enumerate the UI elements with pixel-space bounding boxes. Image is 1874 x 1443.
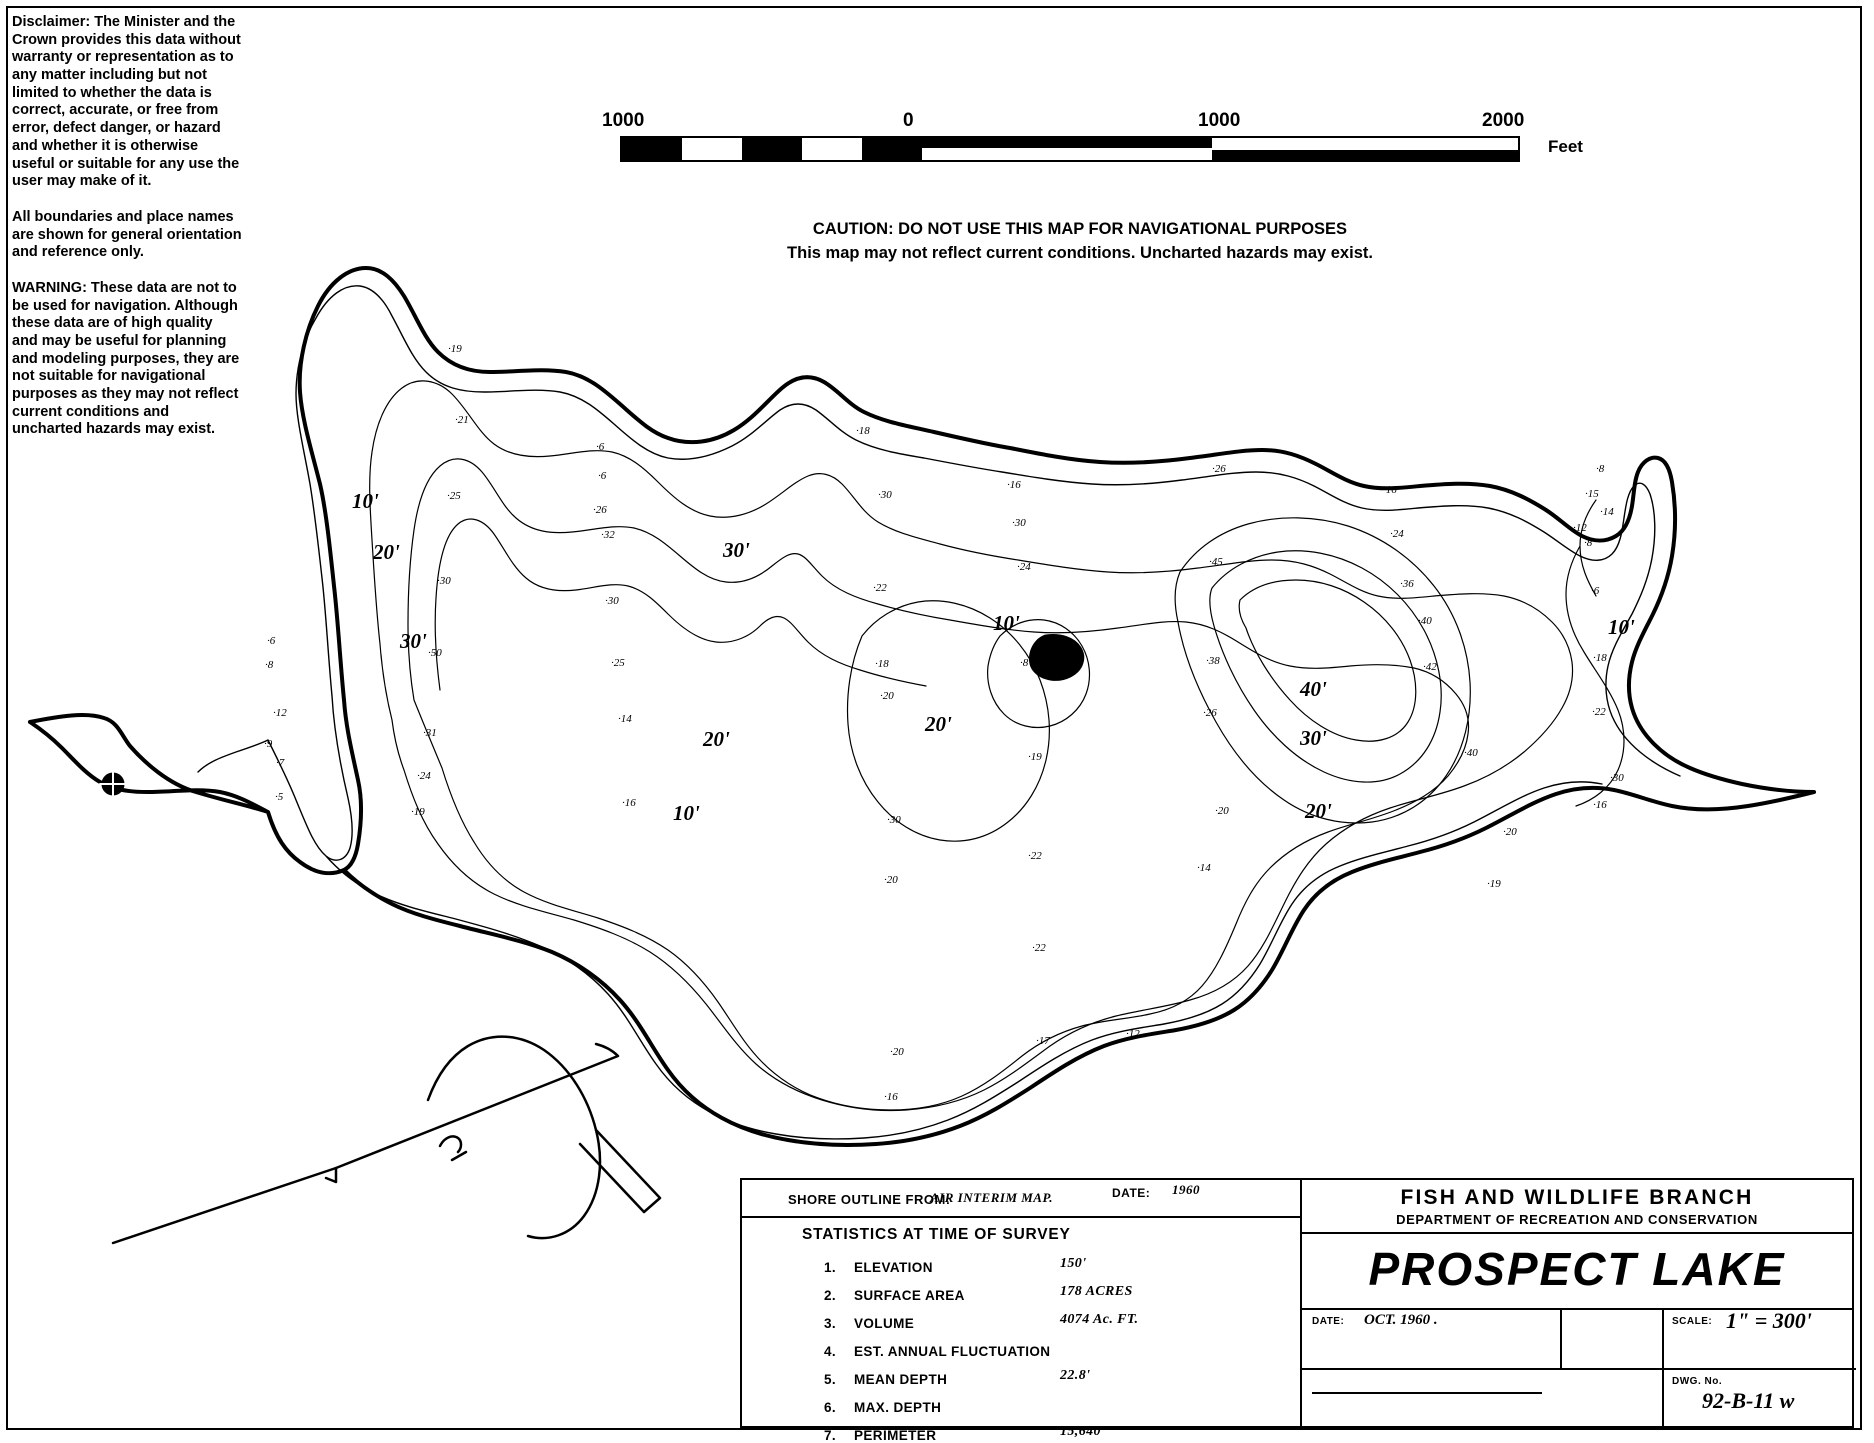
sounding-depth: ·8 [265, 659, 274, 671]
sounding-depth: ·9 [264, 738, 273, 750]
stat-label: MAX. DEPTH [854, 1400, 942, 1415]
contour-label: 10' [673, 801, 700, 825]
sounding-depth: ·26 [593, 504, 607, 516]
sounding-depth: ·24 [1390, 528, 1404, 540]
shoreline-path [30, 268, 1814, 1145]
contour-label: 30' [1300, 726, 1327, 750]
sounding-depth: ·40 [1418, 615, 1432, 627]
sounding-depth: ·31 [423, 727, 437, 739]
stat-number: 7. [824, 1428, 837, 1443]
sounding-depth: ·14 [618, 713, 632, 725]
sounding-depth: ·45 [1209, 556, 1223, 568]
stat-label: SURFACE AREA [854, 1288, 965, 1303]
scale-tick-label-1: 0 [903, 110, 914, 131]
shore-outline-label: SHORE OUTLINE FROM: [788, 1192, 951, 1207]
scale-units-label: Feet [1548, 137, 1583, 156]
scale-tick-label-0: 1000 [602, 110, 645, 131]
contour-label: 20' [925, 712, 952, 736]
contour-label: 20' [1305, 799, 1332, 823]
stat-label: VOLUME [854, 1316, 915, 1331]
stat-number: 4. [824, 1344, 837, 1359]
sounding-depth: ·8 [1020, 657, 1029, 669]
contour-east-45 [1239, 580, 1416, 741]
agency-department: DEPARTMENT OF RECREATION AND CONSERVATION [1396, 1212, 1758, 1227]
sounding-depth: ·6 [267, 635, 276, 647]
contour-label: 10' [1608, 615, 1635, 639]
shore-outline-value: AIR INTERIM MAP. [930, 1190, 1053, 1205]
contour-label: 20' [703, 727, 730, 751]
sounding-depth: ·12 [1573, 522, 1587, 534]
compass-marker [100, 766, 126, 804]
drawing-number-label: DWG. No. [1672, 1376, 1723, 1387]
lake-name-title: PROSPECT LAKE [1368, 1243, 1786, 1295]
shore-outline-row [742, 1180, 1300, 1218]
stat-number: 6. [824, 1400, 837, 1415]
contour-label: 30' [723, 538, 750, 562]
contour-label: 10' [352, 489, 379, 513]
sounding-depth: ·21 [455, 414, 469, 426]
sounding-depth: ·8 [1596, 463, 1605, 475]
sounding-depth: ·5 [275, 791, 284, 803]
sounding-depth: ·20 [880, 690, 894, 702]
stat-value: 4074 Ac. FT. [1060, 1312, 1139, 1327]
sounding-depth: ·6 [598, 470, 607, 482]
divider [1662, 1368, 1856, 1370]
sounding-depth: ·38 [1206, 655, 1220, 667]
sounding-depth: ·6 [1591, 585, 1600, 597]
survey-statistics-panel [742, 1180, 1302, 1443]
sounding-depth: ·16 [884, 1091, 898, 1103]
sounding-depth: ·30 [887, 814, 901, 826]
sounding-depth: ·19 [1028, 751, 1042, 763]
sounding-depth: ·14 [1600, 506, 1614, 518]
statistics-heading: STATISTICS AT TIME OF SURVEY [802, 1226, 1071, 1243]
sounding-depth: ·24 [1017, 561, 1031, 573]
contour-30ft-west [408, 459, 1469, 1110]
sounding-depth: ·26 [1203, 707, 1217, 719]
sounding-depth: ·18 [856, 425, 870, 437]
contour-label: 40' [1300, 677, 1327, 701]
drawing-date-label: DATE: [1312, 1316, 1345, 1327]
scale-tick-label-3: 2000 [1482, 110, 1525, 131]
disclaimer-paragraph-2: All boundaries and place names are shown for general orientation and reference only. [12, 208, 242, 261]
agency-panel [1302, 1180, 1852, 1426]
sounding-depth: ·18 [1593, 652, 1607, 664]
contour-label: 10' [993, 611, 1020, 635]
scale-label: SCALE: [1672, 1316, 1713, 1327]
sounding-depth: ·14 [1197, 862, 1211, 874]
sounding-depth: ·50 [428, 647, 442, 659]
caution-line-2: This map may not reflect current conditions. Uncharted hazards may exist. [787, 243, 1373, 262]
sounding-depth: ·30 [437, 575, 451, 587]
contour-label: 20' [373, 540, 400, 564]
stat-label: EST. ANNUAL FLUCTUATION [854, 1344, 1051, 1359]
sounding-depth: ·40 [1464, 747, 1478, 759]
stat-value: 22.8' [1060, 1368, 1091, 1383]
sounding-depth: ·6 [596, 441, 605, 453]
divider [1312, 1392, 1542, 1394]
sounding-depth: ·42 [1423, 661, 1437, 673]
stat-value: 15,640' [1060, 1424, 1106, 1439]
agency-branch: FISH AND WILDLIFE BRANCH [1400, 1186, 1754, 1209]
disclaimer-paragraph-3: WARNING: These data are not to be used for navigation. Although these data are of high quality and may be useful for planning and modeling purposes, they are not suitable for navigational purposes as they may not reflect current conditions and uncharted hazards may exist. [12, 279, 240, 438]
divider [1302, 1368, 1662, 1370]
sounding-depth: ·30 [1012, 517, 1026, 529]
sounding-depth: ·8 [1584, 537, 1593, 549]
sounding-depth: ·26 [1212, 463, 1226, 475]
stat-number: 1. [824, 1260, 837, 1275]
drawing-number-value: 92-B-11 w [1702, 1388, 1795, 1413]
contour-label: 30' [400, 629, 427, 653]
scale-value: 1" = 300' [1726, 1308, 1812, 1333]
sounding-depth: ·16 [1007, 479, 1021, 491]
sounding-depth: ·32 [601, 529, 615, 541]
sounding-depth: ·36 [1400, 578, 1414, 590]
sounding-depth: ·20 [890, 1046, 904, 1058]
sounding-depth: ·24 [417, 770, 431, 782]
sounding-depth: ·16 [1593, 799, 1607, 811]
sounding-depth: ·7 [276, 757, 285, 769]
stat-value: 150' [1060, 1256, 1087, 1271]
sounding-depth: ·22 [1032, 942, 1046, 954]
stat-number: 2. [824, 1288, 837, 1303]
sounding-depth: ·16 [1383, 484, 1397, 496]
sounding-depth: ·19 [448, 343, 462, 355]
north-arrow-graphic [113, 1037, 660, 1243]
sounding-depth: ·20 [1215, 805, 1229, 817]
sounding-depth: ·17 [1036, 1035, 1050, 1047]
contour-center-core [1030, 636, 1082, 680]
sounding-depth: ·22 [873, 582, 887, 594]
disclaimer-paragraph-1: Disclaimer: The Minister and the Crown provides this data without warranty or representation as to any matter including but not limited to whether the data is correct, accurate, or free from error, defect danger, or hazard and whether it is otherwise useful or suitable for any use the user may make of it. [12, 14, 241, 190]
sounding-depth: ·20 [1503, 826, 1517, 838]
survey-date-value: 1960 [1172, 1182, 1200, 1197]
sounding-depth: ·25 [611, 657, 625, 669]
sounding-depth: ·30 [878, 489, 892, 501]
sounding-depth: ·30 [605, 595, 619, 607]
stat-value: 178 ACRES [1060, 1284, 1133, 1299]
sounding-depth: ·16 [622, 797, 636, 809]
caution-line-1: CAUTION: DO NOT USE THIS MAP FOR NAVIGATIONAL PURPOSES [812, 220, 1348, 238]
sounding-depth: ·20 [884, 874, 898, 886]
scale-tick-label-2: 1000 [1198, 110, 1241, 131]
sounding-depth: ·30 [1610, 772, 1624, 784]
stat-number: 5. [824, 1372, 837, 1387]
drawing-date-value: OCT. 1960 . [1364, 1312, 1438, 1328]
title-block [740, 1178, 1854, 1443]
sounding-depth: ·22 [1028, 850, 1042, 862]
sounding-depth: ·19 [411, 806, 425, 818]
sounding-depth: ·22 [1592, 706, 1606, 718]
stat-label: MEAN DEPTH [854, 1372, 948, 1387]
divider [1560, 1310, 1562, 1368]
sounding-depth: ·25 [447, 490, 461, 502]
stat-label: ELEVATION [854, 1260, 933, 1275]
sounding-depth: ·12 [273, 707, 287, 719]
sounding-depth: ·19 [1487, 878, 1501, 890]
sounding-depth: ·15 [1585, 488, 1599, 500]
stat-label: PERIMETER [854, 1428, 937, 1443]
survey-date-label: DATE: [1112, 1186, 1151, 1200]
sounding-depth: ·12 [1126, 1028, 1140, 1040]
stat-number: 3. [824, 1316, 837, 1331]
sounding-depth: ·18 [875, 658, 889, 670]
divider [1302, 1232, 1852, 1234]
